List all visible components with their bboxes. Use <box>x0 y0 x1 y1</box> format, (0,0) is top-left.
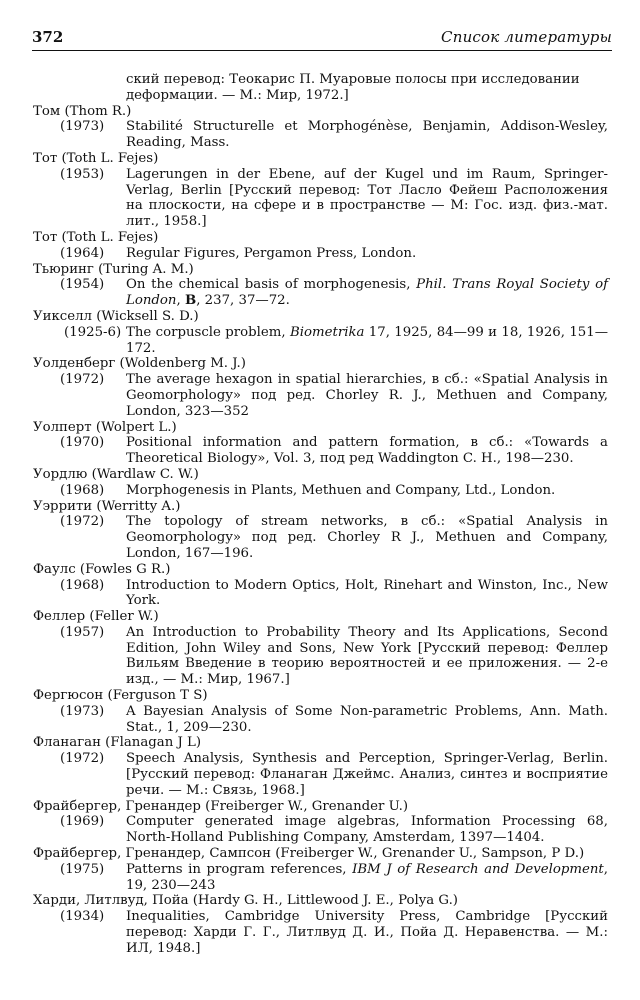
bibliography-entry <box>33 277 608 309</box>
entry-year: (1934) <box>60 909 105 925</box>
entry-text: Lagerungen in der Ebene, auf der Kugel und im Raum, Springer-Verlag, Berlin [Русский перевод: Тот Ласло Фейеш Расположения на плоскости, на сфере и в пространстве — М: Гос. изд. физ.-мат. лит., 1958.] <box>126 166 608 230</box>
bibliography-entry <box>33 514 608 561</box>
entry-text-part: On the chemical basis of morphogenesis, <box>126 277 417 293</box>
journal-title: IBM J of Research and Development <box>352 861 604 877</box>
bibliography-entry <box>33 167 608 230</box>
entry-text: The average hexagon in spatial hierarchies, в сб.: «Spatial Analysis in Geomorphology» под ред. Chorley R. J., Methuen and Company, London, 323—352 <box>126 372 608 419</box>
continuation-line: деформации. — М.: Мир, 1972.] <box>126 87 349 103</box>
entry-text: The topology of stream networks, в сб.: «Spatial Analysis in Geomorphology» под ред. Chorley R J., Methuen and Company, London, 167—196. <box>126 514 608 561</box>
entry-year: (1925-6) <box>64 324 122 340</box>
bibliography-entry <box>33 119 608 151</box>
entry-text: Regular Figures, Pergamon Press, London. <box>126 245 417 261</box>
entry-text: Speech Analysis, Synthesis and Perception, Springer-Verlag, Berlin. [Русский перевод: Фланаган Джеймс. Анализ, синтез и восприятие речи. — М.: Связь, 1968.] <box>126 751 608 798</box>
entry-year: (1968) <box>60 577 105 593</box>
entry-year: (1975) <box>60 861 105 877</box>
entry-text-part: , <box>176 293 185 309</box>
entry-year: (1972) <box>60 514 105 530</box>
entry-author: Уикселл (Wicksell S. D.) <box>33 308 199 324</box>
running-title: Список литературы <box>441 28 612 46</box>
entry-text: Introduction to Modern Optics, Holt, Rinehart and Winston, Inc., New York. <box>126 577 608 609</box>
entry-text-part: Patterns in program references, <box>126 861 353 877</box>
entry-author: Уордлю (Wardlaw C. W.) <box>33 466 199 482</box>
bibliography-entry <box>33 704 608 736</box>
bibliography-entry <box>33 435 608 467</box>
entry-text <box>126 862 608 894</box>
entry-text-part: , 19, 230—243 <box>126 861 609 893</box>
entry-author: Уэррити (Werritty A.) <box>33 498 181 514</box>
entry-author: Харди, Литлвуд, Пойа (Hardy G. H., Littlewood J. E., Polya G.) <box>33 893 458 909</box>
journal-title: Phil. Trans Royal Society of London <box>126 277 608 309</box>
entry-year: (1970) <box>60 435 105 451</box>
bibliography-entry <box>33 483 608 499</box>
bibliography-entry <box>33 325 608 357</box>
entry-year: (1969) <box>60 814 105 830</box>
bibliography-entry <box>33 578 608 610</box>
entry-year: (1973) <box>60 119 105 135</box>
entry-text <box>126 277 608 309</box>
bibliography-list <box>33 72 608 957</box>
entry-text: Computer generated image algebras, Information Processing 68, North-Holland Publishing Company, Amsterdam, 1397—1404. <box>126 814 608 846</box>
entry-author: Уолперт (Wolpert L.) <box>33 419 177 435</box>
bibliography-entry <box>33 372 608 419</box>
bibliography-entry <box>33 814 608 846</box>
entry-author: Фергюсон (Ferguson T S) <box>33 688 208 704</box>
entry-author: Тьюринг (Turing A. M.) <box>33 261 194 277</box>
entry-text: Positional information and pattern formation, в сб.: «Towards a Theoretical Biology», Vol. 3, под ред Waddington C. H., 198—230. <box>126 435 608 467</box>
entry-author: Фрайбергер, Гренандер (Freiberger W., Grenander U.) <box>33 798 409 814</box>
entry-year: (1957) <box>60 624 105 640</box>
volume-number: B <box>184 293 197 309</box>
entry-text: An Introduction to Probability Theory and Its Applications, Second Edition, John Wiley and Sons, New York [Русский перевод: Феллер Вильям Введение в теорию вероятностей и ее приложения. — 2-е изд., — М.: Мир, 1967.] <box>126 624 608 688</box>
entry-text-part: The corpuscle problem, <box>126 324 290 340</box>
entry-year: (1954) <box>60 277 105 293</box>
entry-author: Уолденберг (Woldenberg M. J.) <box>33 356 246 372</box>
page-number: 372 <box>32 28 64 46</box>
bibliography-entry <box>33 246 608 262</box>
entry-text-part: 17, 1925, 84—99 и 18, 1926, 151—172. <box>126 324 608 356</box>
entry-year: (1972) <box>60 372 105 388</box>
bibliography-entry <box>33 751 608 798</box>
journal-title: Biometrika <box>289 324 365 340</box>
bibliography-entry <box>33 909 608 956</box>
entry-author: Феллер (Feller W.) <box>33 609 159 625</box>
entry-author: Фрайбергер, Гренандер, Сампсон (Freiberger W., Grenander U., Sampson, P D.) <box>33 846 585 862</box>
entry-author: Тот (Toth L. Fejes) <box>33 150 159 166</box>
entry-author: Фаулс (Fowles G R.) <box>33 561 171 577</box>
entry-year: (1953) <box>60 166 105 182</box>
entry-text-part: , 237, 37—72. <box>196 293 290 309</box>
entry-text: Morphogenesis in Plants, Methuen and Company, Ltd., London. <box>126 482 556 498</box>
entry-author: Тот (Toth L. Fejes) <box>33 229 159 245</box>
entry-text: Inequalities, Cambridge University Press, Cambridge [Русский перевод: Харди Г. Г., Литлвуд Д. И., Пойа Д. Неравенства. — М.: ИЛ, 1948.] <box>126 909 608 956</box>
entry-year: (1973) <box>60 703 105 719</box>
bibliography-entry <box>33 625 608 688</box>
entry-text: Stabilité Structurelle et Morphogénèse, Benjamin, Addison-Wesley, Reading, Mass. <box>126 119 608 151</box>
entry-text: A Bayesian Analysis of Some Non-parametric Problems, Ann. Math. Stat., 1, 209—230. <box>126 703 608 735</box>
entry-year: (1972) <box>60 751 105 767</box>
entry-text <box>126 325 608 357</box>
bibliography-entry <box>33 862 608 894</box>
page-header <box>32 28 612 51</box>
entry-author: Том (Thom R.) <box>33 103 132 119</box>
continuation-line: ский перевод: Теокарис П. Муаровые полосы при исследовании <box>126 72 580 87</box>
entry-year: (1964) <box>60 245 105 261</box>
entry-year: (1968) <box>60 482 105 498</box>
entry-author: Фланаган (Flanagan J L) <box>33 735 202 751</box>
